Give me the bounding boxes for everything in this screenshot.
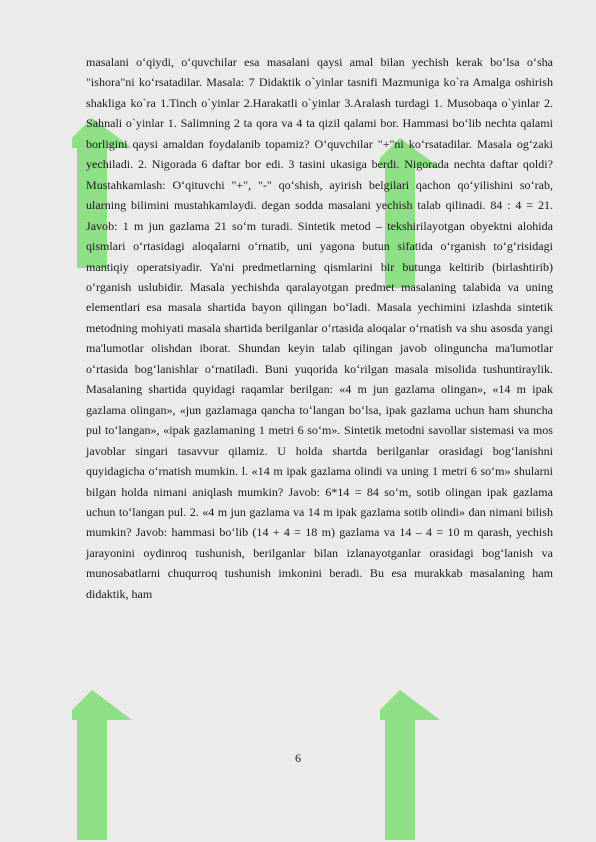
body-paragraph: masalani o‘qiydi, o‘quvchilar esa masalani qaysi amal bilan yechish kerak bo‘lsa o‘sha "ishora"ni ko‘rsatadilar. Masala: 7 Didaktik o`yinlar tasnifi Mazmuniga ko`ra Amalga oshirish shakliga ko`ra 1.Tinch o`yinlar 2.Harakatli o`yinlar 3.Aralash turdagi 1. Musobaqa o`yinlar 2. Sahnali o`yinlar 1. Salimning 2 ta qora va 4 ta qizil qalami bor. Hammasi bo‘lib nechta qalami borligini qaysi amaldan foydalanib topamiz? O‘quvchilar "+"ni ko‘rsatadilar. Masala og‘zaki yechiladi. 2. Nigorada 6 daftar bor edi. 3 tasini ukasiga berdi. Nigorada nechta daftar qoldi? Mustahkamlash: O‘qituvchi "+", "-" qo‘shish, ayirish belgilari qachon qo‘yilishini so‘rab, ularning bilimini mustahkamlaydi. degan sodda masalani yechish talab qilinadi. 84 : 4 = 21. Javob: 1 m jun gazlama 21 so‘m turadi. Sintetik metod – tekshirilayotgan obyektni alohida qismlari o‘rtasidagi aloqalarni o‘rnatib, uni yagona butun sifatida o‘rganish to‘g‘risidagi mantiqiy operatsiyadir. Ya'ni predmetlarning qismlarini bir butunga keltirib (birlashtirib) o‘rganish uslubidir. Masala yechishda qaralayotgan predmet masalaning talabida va uning elementlari esa masala shartida bayon qilingan bo‘ladi. Masala yechimini izlashda sintetik metodning mohiyati masala shartida berilganlar o‘rtasida aloqalar o‘rnatish va shu asosda yangi ma'lumotlar olishdan iborat. Shundan keyin talab qilingan javob olinguncha ma'lumotlar o‘rtasida bog‘lanishlar o‘rnatiladi. Buni yuqorida ko‘rilgan masala misolida tushuntiraylik. Masalaning shartida quyidagi raqamlar berilgan: «4 m jun gazlama olingan», «14 m ipak gazlama olingan», «jun gazlamaga qancha to‘langan bo‘lsa, ipak gazlama uchun ham shuncha pul to‘langan», «ipak gazlamaning 1 metri 6 so‘m». Sintetik metodni savollar sistemasi va mos javoblar singari tasavvur qilamiz. U holda shartda berilganlar orasidagi bog‘lanishni quyidagicha o‘rnatish mumkin. l. «14 m ipak gazlama olindi va uning 1 metri 6 so‘m» shularni bilgan holda nimani aniqlash mumkin? Javob: 6*14 = 84 so‘m, sotib olingan ipak gazlama uchun to‘langan pul. 2. «4 m jun gazlama va 14 m ipak gazlama sotib olindi» dan nimani bilish mumkin? Javob: hammasi bo‘lib (14 + 4 = 18 m) gazlama va 14 – 4 = 10 m qarash, yechish jarayonini oydinroq tushunish, berilganlar bilan izlanayotganlar orasidagi bog‘lanish va munosabatlarni chuqurroq tushunish imkonini beradi. Bu esa murakkab masalaning ham didaktik, ham	[86, 55, 553, 601]
page-number: 6	[295, 751, 301, 765]
